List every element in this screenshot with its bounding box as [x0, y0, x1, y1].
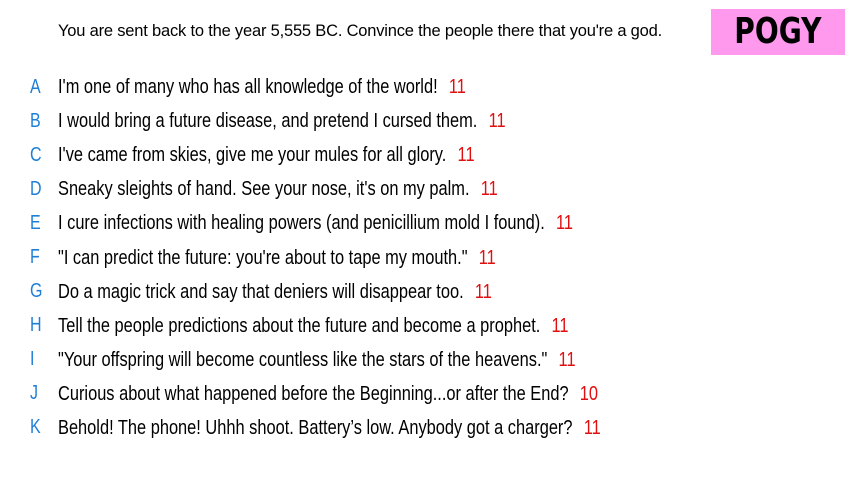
answer-letter: D — [30, 177, 42, 200]
answer-score: 11 — [474, 279, 492, 303]
answer-letter: F — [30, 246, 40, 269]
answer-letter: J — [30, 382, 38, 405]
answer-row-j — [0, 377, 853, 411]
answer-row-i — [0, 343, 853, 377]
answer-text: Do a magic trick and say that deniers will disappear too. — [58, 279, 464, 303]
logo-badge — [711, 9, 845, 55]
answer-text: Sneaky sleights of hand. See your nose, it's on my palm. — [58, 177, 470, 201]
answer-score: 10 — [579, 381, 599, 405]
answer-score: 11 — [457, 143, 475, 167]
answer-score: 11 — [555, 211, 574, 235]
answer-text: Tell the people predictions about the future and become a prophet. — [58, 313, 541, 337]
answer-text: I cure infections with healing powers (and penicillium mold I found). — [58, 211, 545, 235]
answer-text: "I can predict the future: you're about to tape my mouth." — [58, 245, 468, 269]
answer-letter: C — [30, 143, 42, 166]
answer-score: 11 — [583, 415, 601, 439]
answer-score: 11 — [551, 313, 569, 337]
answer-score: 11 — [488, 109, 506, 133]
answer-text: "Your offspring will become countless like the stars of the heavens." — [58, 347, 548, 371]
answer-score: 11 — [558, 347, 576, 371]
answer-letter: E — [30, 211, 41, 234]
answer-letter: H — [30, 314, 42, 337]
answer-row-e — [0, 206, 853, 240]
answer-score: 11 — [448, 75, 466, 99]
answer-row-f — [0, 240, 853, 274]
answer-score: 11 — [480, 177, 498, 201]
answer-row-k — [0, 411, 853, 445]
answer-letter: A — [30, 75, 41, 98]
answer-text: Curious about what happened before the Beginning...or after the End? — [58, 381, 569, 405]
answer-row-g — [0, 275, 853, 309]
answer-letter: G — [30, 280, 43, 303]
answer-letter: B — [30, 109, 41, 132]
answer-row-a — [0, 70, 853, 104]
answer-text: I would bring a future disease, and pretend I cursed them. — [58, 109, 478, 133]
answer-row-b — [0, 104, 853, 138]
prompt-text: You are sent back to the year 5,555 BC. Convince the people there that you're a god. — [58, 22, 662, 40]
answer-text: I'm one of many who has all knowledge of the world! — [58, 75, 438, 99]
logo-text: POGY — [734, 11, 822, 52]
answer-row-d — [0, 172, 853, 206]
answer-letter: I — [30, 348, 35, 371]
answer-list — [0, 70, 853, 445]
answer-row-c — [0, 138, 853, 172]
answer-row-h — [0, 309, 853, 343]
answer-text: Behold! The phone! Uhhh shoot. Battery’s low. Anybody got a charger? — [58, 415, 573, 439]
answer-text: I've came from skies, give me your mules for all glory. — [58, 143, 447, 167]
answer-score: 11 — [478, 245, 496, 269]
answer-letter: K — [30, 416, 41, 439]
